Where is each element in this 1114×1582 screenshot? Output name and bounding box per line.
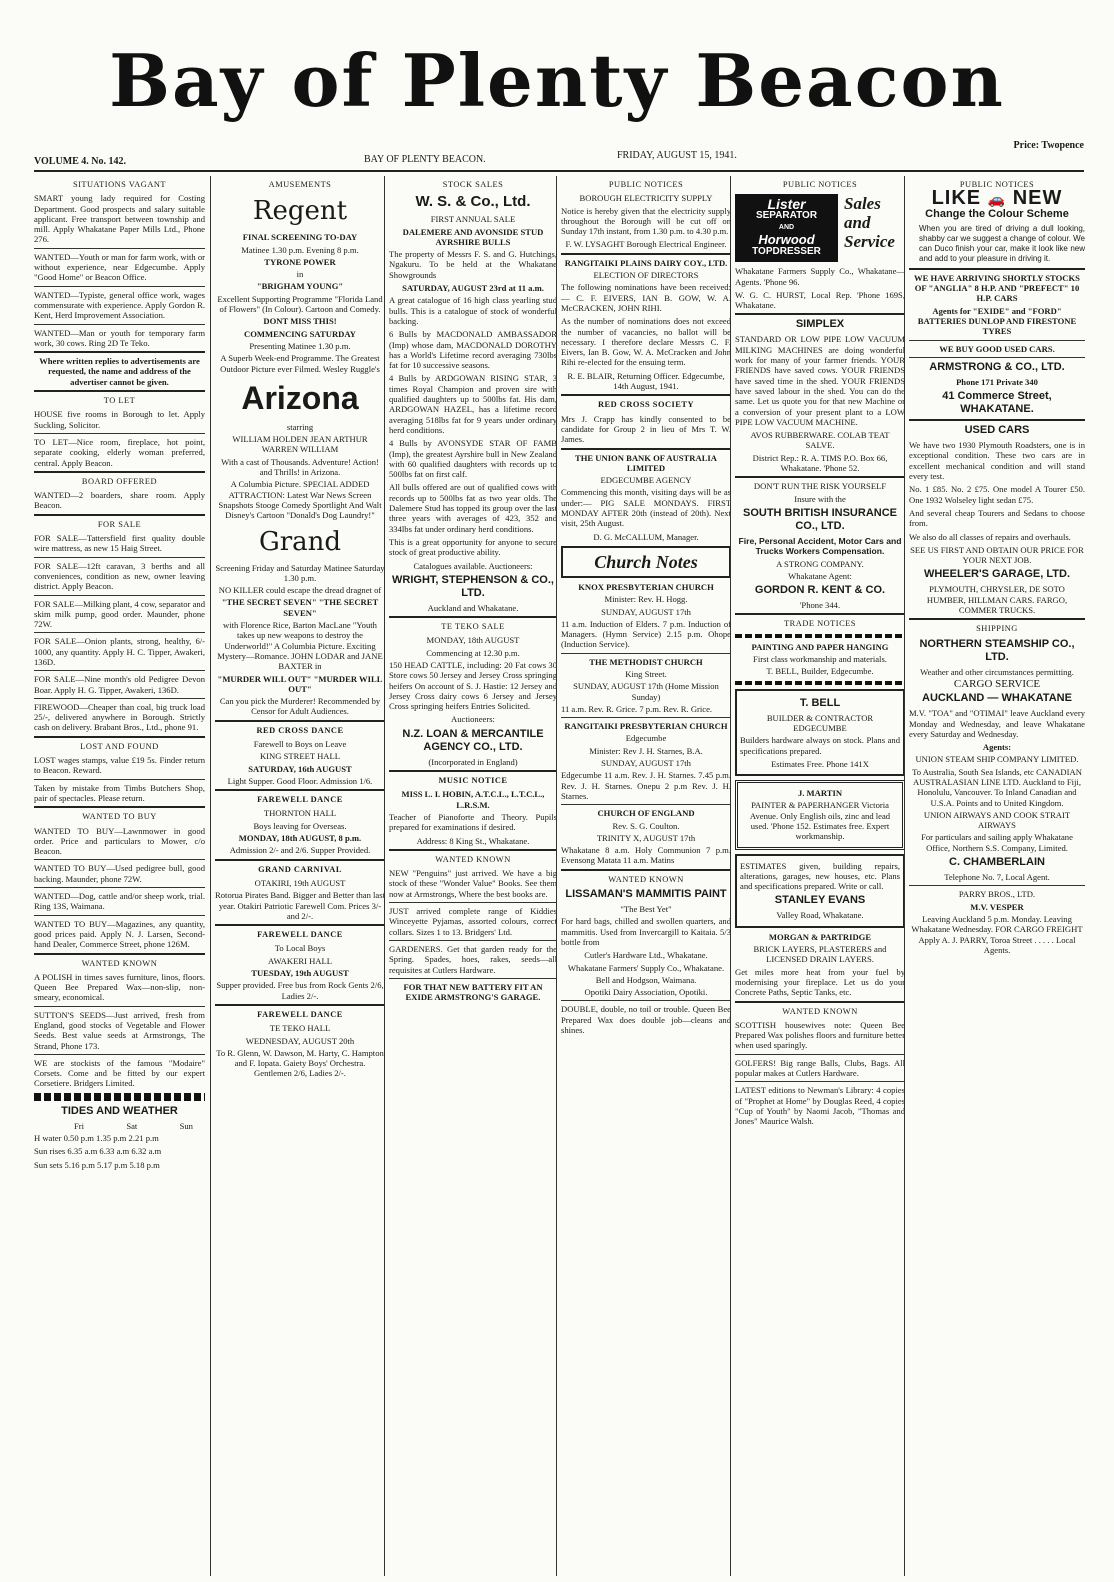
text: Auckland and Whakatane. xyxy=(427,602,519,613)
text: Leaving Auckland 5 p.m. Monday. Leaving Whakatane Wednesday. FOR CARGO FREIGHT Apply A. J. PARRY, Toroa Street . . . . . Local Agents. xyxy=(911,913,1083,955)
text: Presenting Matinee 1.30 p.m. xyxy=(249,340,351,351)
text: PAINTER & PAPERHANGER Victoria Avenue. Only English oils, zinc and lead used. 'Phone 152. Estimates free. Expert workmanship. xyxy=(749,800,891,842)
section-heading: WANTED KNOWN xyxy=(608,874,684,884)
text: D. G. McCALLUM, Manager. xyxy=(593,531,699,542)
text: Boys leaving for Overseas. xyxy=(253,820,347,831)
film-title: "BRIGHAM YOUNG" xyxy=(256,281,344,292)
text: DON'T RUN THE RISK YOURSELF xyxy=(753,481,887,492)
text: As the number of nominations does not exceed the number of vacancies, no ballot will be necessary. I therefore declare Messrs C. F. Eivers, Ian B. Gow, W. A. McCracken and John Rihi re-elected for the ensuing term. xyxy=(561,316,731,368)
classified-ad: WANTED TO BUY—Used pedigree bull, good backing. Maunder, phone 72W. xyxy=(34,863,205,884)
section-heading: WANTED KNOWN xyxy=(435,854,511,864)
text: Light Supper. Good Floor. Admission 1/6. xyxy=(227,775,373,786)
classified-ad: A POLISH in times saves furniture, linos, floors. Queen Bee Prepared Wax—non-slip, non-smeary, economical. xyxy=(34,971,205,1003)
section-heading: PUBLIC NOTICES xyxy=(782,180,858,189)
tide-day: Sat xyxy=(126,1120,138,1131)
section-heading: SITUATIONS VAGANT xyxy=(72,180,167,189)
section-heading: WANTED KNOWN xyxy=(81,958,158,968)
text: And several cheap Tourers and Sedans to choose from. xyxy=(909,507,1085,529)
product-title: SIMPLEX xyxy=(795,318,845,331)
notice-title: THE UNION BANK OF AUSTRALIA LIMITED xyxy=(575,452,717,473)
like-new-banner xyxy=(909,187,1085,210)
company-name: T. BELL xyxy=(799,696,841,709)
text: To Local Boys xyxy=(274,943,326,954)
text: We also do all classes of repairs and overhauls. xyxy=(909,531,1071,542)
section-heading: STOCK SALES xyxy=(442,180,504,189)
company-name: ARMSTRONG & CO., LTD. xyxy=(929,360,1065,373)
section-heading: FOR SALE xyxy=(97,519,142,529)
classified-ad: HOUSE five rooms in Borough to let. Apply Suckling, Solicitor. xyxy=(34,409,205,430)
section-heading: AMUSEMENTS xyxy=(268,180,332,189)
church-name: KNOX PRESBYTERIAN CHURCH xyxy=(578,581,714,592)
text: Admission 2/- and 2/6. Supper Provided. xyxy=(229,845,371,856)
text: PAINTING AND PAPER HANGING xyxy=(751,641,889,652)
text: Minister: Rev. H. Hogg. xyxy=(604,594,688,605)
text: For hard bags, chilled and swollen quarters, and mammitis. Used from Invercargill to Kaitaia. 5/3 bottle from xyxy=(561,916,731,947)
text: Matinee 1.30 p.m. Evening 8 p.m. xyxy=(241,244,359,255)
text: Agents for "EXIDE" and "FORD" BATTERIES DUNLOP AND FIRESTONE TYRES xyxy=(917,305,1077,337)
text: M.V. "TOA" and "OTIMAI" leave Auckland every Monday and Wednesday, and leave Whakatane every Saturday and Wednesday. xyxy=(909,708,1085,739)
text: KING STREET HALL xyxy=(259,751,341,762)
text: Fire, Personal Accident, Motor Cars and Trucks Workers Compensation. xyxy=(738,535,902,557)
text: SATURDAY, AUGUST 23rd at 11 a.m. xyxy=(402,283,544,294)
tide-row: H water 0.50 p.m 1.35 p.m 2.21 p.m xyxy=(34,1133,159,1144)
text: Whakatane Farmers' Supply Co., Whakatane. xyxy=(567,962,725,973)
classified-ad: GOLFERS! Big range Balls, Clubs, Bags. All popular makes at Cutlers Hardware. xyxy=(735,1057,905,1079)
column-6 xyxy=(904,176,1085,1576)
column-4 xyxy=(556,176,731,1576)
text: A Columbia Picture. SPECIAL ADDED ATTRACTION: Latest War News Screen Snapshots Stooge Comedy Sportlight And Walt Disney's Cartoon "Donald's Dog Laundry!" xyxy=(218,479,382,521)
text: All bulls offered are out of qualified cows with records up to 500lbs fat as two year olds. The Dalemere Stud has topped its group over the last three years with averages of 423, 352 and 334lbs fat under ordinary herd conditions. xyxy=(389,482,557,534)
text: Weather and other circumstances permitting. xyxy=(920,666,1074,677)
text: Commencing at 12.30 p.m. xyxy=(426,647,520,658)
text: To R. Glenn, W. Dawson, M. Harty, C. Hampton and F. Iopata. Gaiety Boys' Orchestra. Gentlemen 2/6, Ladies 2/-. xyxy=(216,1047,384,1079)
text: PLYMOUTH, CHRYSLER, DE SOTO HUMBER, HILLMAN CARS. FARGO, COMMER TRUCKS. xyxy=(926,584,1068,616)
text: The following nominations have been received:— C. F. EIVERS, IAN B. GOW, W. A. McCRACKEN, JOHN RIHI. xyxy=(561,282,731,313)
column-2 xyxy=(210,176,385,1576)
text: Auctioneers: xyxy=(451,714,495,725)
text: T. BELL, Builder, Edgecumbe. xyxy=(766,666,874,677)
text: Mrs J. Crapp has kindly consented to be candidate for Group 2 in lieu of Mrs T. W. James. xyxy=(561,413,731,445)
classified-ad: Taken by mistake from Timbs Butchers Shop, pair of spectacles. Please return. xyxy=(34,782,205,803)
section-heading: WANTED KNOWN xyxy=(782,1006,858,1016)
text: Agents: xyxy=(982,742,1012,753)
text: First class workmanship and materials. xyxy=(753,654,887,665)
text: Address: 8 King St., Whakatane. xyxy=(416,835,530,846)
text: OTAKIRI, 19th AUGUST xyxy=(254,877,346,888)
classified-ad: LATEST editions to Newman's Library: 4 copies of "Prophet at Home" by Douglas Reed, 4 copies "Cup of Youth" by Naomi Jacob, "Thomas and Jones" Maurice Walsh. xyxy=(735,1085,905,1127)
text: AWAKERI HALL xyxy=(268,955,332,966)
text: King Street. xyxy=(625,668,667,679)
company-name: J. MARTIN xyxy=(797,788,843,799)
vessel-name: M.V. VESPER xyxy=(970,901,1024,912)
classified-ad: WANTED TO BUY—Magazines, any quantity, good prices paid. Apply N. J. Larsen, Second-hand Dealer, Commerce Street, phone 126M. xyxy=(34,918,205,950)
auctioneer-name: W. S. & Co., Ltd. xyxy=(415,193,531,211)
brand-text: SEPARATOR xyxy=(755,210,818,222)
film-title: "THE SECRET SEVEN" "THE SECRET SEVEN" xyxy=(221,597,379,618)
section-heading: RED CROSS DANCE xyxy=(256,725,344,735)
banner-word: NEW xyxy=(1012,187,1063,210)
text: SEE US FIRST AND OBTAIN OUR PRICE FOR YOUR NEXT JOB. xyxy=(910,544,1084,566)
banner-word: LIKE xyxy=(931,187,982,210)
section-heading: PUBLIC NOTICES xyxy=(608,180,684,189)
section-heading: MUSIC NOTICE xyxy=(438,776,508,786)
dotted-divider xyxy=(735,634,905,638)
text: Builders hardware always on stock. Plans and specifications prepared. xyxy=(740,735,900,756)
classified-ad: FOR SALE—Onion plants, strong, healthy, 6/- 1000, any quantity. Apply H. C. Tipper, Awakeri, 136D. xyxy=(34,636,205,667)
text: Phone 171 Private 340 xyxy=(956,376,1038,387)
notice: Where written replies to advertisements are requested, the name and address of the advertiser cannot be given. xyxy=(39,356,200,387)
text: TRINITY X, AUGUST 17th xyxy=(596,832,696,843)
text: 11 a.m. Rev. R. Grice. 7 p.m. Rev. R. Grice. xyxy=(561,703,713,714)
text: MISS L. I. HOBIN, A.T.C.L., L.T.C.L., L.R.S.M. xyxy=(401,789,545,810)
text: DALEMERE AND AVONSIDE STUD AYRSHIRE BULLS xyxy=(402,226,544,247)
classified-ad: WANTED—2 boarders, share room. Apply Beacon. xyxy=(34,490,205,511)
advert-title: USED CARS xyxy=(964,424,1030,437)
text: 'Phone 344. xyxy=(799,600,841,611)
car-icon: 🚗 xyxy=(987,191,1007,208)
section-heading: FAREWELL DANCE xyxy=(257,795,343,805)
masthead xyxy=(0,22,1114,140)
text: WILLIAM HOLDEN JEAN ARTHUR WARREN WILLIAM xyxy=(232,434,368,455)
text: Whakatane Farmers Supply Co., Whakatane— Agents. 'Phone 96. xyxy=(735,266,905,287)
text: DONT MISS THIS! xyxy=(263,316,337,327)
text: THORNTON HALL xyxy=(263,808,337,819)
address: 41 Commerce Street, WHAKATANE. xyxy=(942,390,1052,416)
notice-title: RANGITAIKI PLAINS DAIRY COY., LTD. xyxy=(564,257,728,268)
text: Commencing this month, visiting days will be as under:— PIG SALE MONDAYS. FIRST MONDAY AFTER 20th (instead of 20th). Next visit, 25th August. xyxy=(561,487,731,529)
column-5 xyxy=(730,176,905,1576)
text: Teacher of Pianoforte and Theory. Pupils prepared for examinations if desired. xyxy=(389,811,557,833)
grand-logo: Grand xyxy=(258,526,342,557)
text: This is a great opportunity for anyone to secure stock of great productive ability. xyxy=(389,536,557,558)
text: For particulars and sailing apply Whakatane Office, Northern S.S. Company, Limited. xyxy=(921,832,1073,853)
notice-title: BOROUGH ELECTRICITY SUPPLY xyxy=(579,193,713,204)
text: F. W. LYSAGHT Borough Electrical Engineer. xyxy=(565,239,727,250)
church-notes-banner: Church Notes xyxy=(561,546,731,578)
evans-advert xyxy=(735,854,905,928)
martin-advert xyxy=(735,780,905,849)
issue-date: FRIDAY, AUGUST 15, 1941. xyxy=(617,150,737,161)
text: Cutler's Hardware Ltd., Whakatane. xyxy=(584,950,708,961)
classified-ad: DOUBLE, double, no toil or trouble. Queen Bee Prepared Wax does double job—cleans and shines. xyxy=(561,1004,731,1035)
company-name: SOUTH BRITISH INSURANCE CO., LTD. xyxy=(742,506,897,532)
section-heading: GRAND CARNIVAL xyxy=(258,864,342,874)
tides-heading: TIDES AND WEATHER xyxy=(61,1104,178,1117)
text: No. 1 £85. No. 2 £75. One model A Tourer £50. One 1932 Wolseley light sedan £75. xyxy=(909,484,1085,505)
tide-day: Fri xyxy=(74,1120,85,1131)
regent-logo: Regent xyxy=(252,196,348,227)
agent-name: C. CHAMBERLAIN xyxy=(949,856,1045,869)
classified-ad: WANTED—Typiste, general office work, wages commensurate with experience. Apply Gordon R. Kent, Herd Improvement Association. xyxy=(34,289,205,321)
text: TE TEKO HALL xyxy=(269,1023,331,1034)
section-heading: TO LET xyxy=(103,396,136,406)
church-name: THE METHODIST CHURCH xyxy=(589,656,703,667)
text: ELECTION OF DIRECTORS xyxy=(593,270,699,281)
text: TYRONE POWER xyxy=(264,256,336,267)
text: 6 Bulls by MACDONALD AMBASSADOR (Imp) whose dam, MACDONALD DOROTHY has a World's Lifetime record averaging 730lbs fat for 10 successive seasons. xyxy=(389,329,557,371)
text: Screening Friday and Saturday Matinee Saturday 1.30 p.m. xyxy=(215,562,385,583)
section-heading: FAREWELL DANCE xyxy=(257,1009,343,1019)
text: With a cast of Thousands. Adventure! Action! and Thrills! in Arizona. xyxy=(221,456,379,478)
company-name: NORTHERN STEAMSHIP CO., LTD. xyxy=(919,637,1075,663)
text: UNION STEAM SHIP COMPANY LIMITED. xyxy=(915,754,1079,765)
text: COMMENCING SATURDAY xyxy=(244,328,356,339)
classified-ad: FOR SALE—Tattersfield first quality double wire mattress, as new 15 Haig Street. xyxy=(34,533,205,554)
classified-ad: JUST arrived complete range of Kiddies Winceyette Pyjamas, assorted colours, correct collars. Sizes 1 to 13. Bridgers' Ltd. xyxy=(389,906,557,937)
text: FINAL SCREENING TO-DAY xyxy=(242,232,358,243)
classified-ad: WE are stockists of the famous "Modaire" Corsets. Come and be fitted by our expert Corsetiere. Bridgers Limited. xyxy=(34,1057,205,1089)
text: WE BUY GOOD USED CARS. xyxy=(939,343,1055,354)
text: SUNDAY, AUGUST 17th (Home Mission Sunday) xyxy=(573,681,719,702)
text: Insure with the xyxy=(794,493,846,504)
text: CARGO SERVICE xyxy=(953,677,1041,690)
text: UNION AIRWAYS AND COOK STRAIT AIRWAYS xyxy=(923,809,1071,831)
text: with Florence Rice, Barton MacLane "Youth takes up new weapons to destroy the Underworld!" A Columbia Picture. Exciting Mystery—Romance. JOHN LODAR and JANE BAXTER in xyxy=(217,620,383,672)
auctioneer-name: WRIGHT, STEPHENSON & CO., LTD. xyxy=(392,573,554,599)
dateline xyxy=(34,140,1084,172)
lister-logo xyxy=(735,194,838,262)
text: Whakatane 8 a.m. Holy Communion 7 p.m. Evensong Matata 11 a.m. Matins xyxy=(561,845,731,866)
text: TUESDAY, 19th AUGUST xyxy=(251,968,349,979)
text: MONDAY, 18th AUGUST, 8 p.m. xyxy=(238,833,362,844)
column-3 xyxy=(384,176,557,1576)
classified-ad: SCOTTISH housewives note: Queen Bee Prepared Wax polishes floors and furniture better when used sparingly. xyxy=(735,1019,905,1051)
classified-ad: FOR SALE—12ft caravan, 3 berths and all conveniences, condition as new, owner leaving district. Apply Beacon. xyxy=(34,560,205,592)
section-heading: TE TEKO SALE xyxy=(441,622,505,632)
text: A great catalogue of 16 high class yearling stud bulls. This is a catalogue of stock of wonderful backing. xyxy=(389,295,557,326)
text: Estimates Free. Phone 141X xyxy=(771,758,869,769)
classified-ad: FOR SALE—Nine month's old Pedigree Devon Boar. Apply H. G. Tipper, Awakeri, 136D. xyxy=(34,674,205,695)
classified-ad: FOR SALE—Milking plant, 4 cow, separator and skim milk pump, good order. Maunder, phone 72W. xyxy=(34,598,205,630)
tides-header-row xyxy=(34,1121,205,1131)
tide-row: Sun sets 5.16 p.m 5.17 p.m 5.18 p.m xyxy=(34,1159,160,1170)
brand-text: Horwood xyxy=(758,232,815,248)
text: WEDNESDAY, AUGUST 20th xyxy=(245,1035,355,1046)
text: SATURDAY, 16th AUGUST xyxy=(248,763,352,774)
text: Telephone No. 7, Local Agent. xyxy=(944,872,1050,883)
text: MONDAY, 18th AUGUST xyxy=(426,635,520,646)
route: AUCKLAND — WHAKATANE xyxy=(922,692,1072,705)
text: BUILDER & CONTRACTOR EDGECUMBE xyxy=(766,712,874,733)
section-heading: TRADE NOTICES xyxy=(784,619,856,629)
text: Notice is hereby given that the electricity supply throughout the Borough will be cut off on Sunday 17th instant, from 1.30 p.m. to 4.30 p.m. xyxy=(561,205,731,237)
text: Edgecumbe 11 a.m. Rev. J. H. Starnes. 7.45 p.m. Rev. J. H. Starnes. Onepu 2 p.m Rev. J. H. Starnes. xyxy=(561,770,731,801)
text: A STRONG COMPANY. xyxy=(776,558,864,569)
text: SUNDAY, AUGUST 17th xyxy=(601,606,691,617)
text: 4 Bulls by ARDGOWAN RISING STAR, 3 times Royal Champion and proven sire with qualified daughters up to 500lbs fat. His dam, ARDGOWAN HAZEL, has a lifetime record averaging 518lbs fat for 9 years under ordinary herd conditions. xyxy=(389,373,557,435)
text: When you are tired of driving a dull looking, shabby car we suggest a change of colour. We can Duco finish your car, make it look like new and add to your pleasure in driving it. xyxy=(919,223,1085,264)
text: WE HAVE ARRIVING SHORTLY STOCKS OF "ANGLIA" 8 H.P. AND "PREFECT" 10 H.P. CARS xyxy=(914,272,1080,304)
film-title: "MURDER WILL OUT" "MURDER WILL OUT" xyxy=(217,673,383,694)
text: starring xyxy=(286,421,314,432)
text: Catalogues available. Auctioneers: xyxy=(413,560,533,571)
text: To Australia, South Sea Islands, etc CANADIAN AUSTRALASIAN LINE LTD. Auckland to Fiji, Honolulu, Vancouver. To Inland Canadian and U.S.A. Points and to United Kingdom. xyxy=(912,766,1082,808)
classified-ad: NEW "Penguins" just arrived. We have a big stock of these "Wonder Value" Books. See them now at Armstrongs, Where the best books are. xyxy=(389,868,557,899)
text: Rotorua Pirates Band. Bigger and Better than last year. Otakiri Patriotic Farewell Com. Prices 3/- and 2/-. xyxy=(215,890,385,921)
lister-advert xyxy=(735,194,905,262)
text: Bell and Hodgson, Waimana. xyxy=(595,974,697,985)
text: Supper provided. Free bus from Rock Gents 2/6, Ladies 2/-. xyxy=(216,980,384,1001)
classified-ad: LOST wages stamps, value £19 5s. Finder return to Beacon. Reward. xyxy=(34,755,205,776)
text: FIRST ANNUAL SALE xyxy=(430,214,516,225)
brand-text: Lister xyxy=(767,196,806,213)
price: Price: Twopence xyxy=(1013,140,1084,151)
text: "The Best Yet" xyxy=(620,904,672,915)
text: ESTIMATES given, building repairs, alterations, garages, new houses, etc. Plans and specifications prepared. Write or call. xyxy=(740,860,900,892)
classified-ad: FOR THAT NEW BATTERY FIT AN EXIDE ARMSTRONG'S GARAGE. xyxy=(403,981,543,1003)
classified-ad: WANTED—Youth or man for farm work, with or without experience, near Edgecumbe. Apply "Good Home" or Beacon Office. xyxy=(34,251,205,283)
arizona-title: Arizona xyxy=(241,379,359,416)
text: Edgecumbe xyxy=(625,733,667,744)
text: (Incorporated in England) xyxy=(428,756,518,767)
text: Get miles more heat from your fuel by modernising your fireplace. Let us do your Concrete Paths, Septic Tanks, etc. xyxy=(735,966,905,998)
brand-text: TOPDRESSER xyxy=(752,246,821,258)
company-name: STANLEY EVANS xyxy=(774,894,866,907)
text: 11 a.m. Induction of Elders. 7 p.m. Induction of Managers. (Hymn Service) 2.15 p.m. Ohope (Induction Service). xyxy=(561,618,731,650)
section-heading: SHIPPING xyxy=(976,624,1018,634)
text: Can you pick the Murderer! Recommended by Censor for Adult Audiences. xyxy=(219,696,381,717)
section-heading: PUBLIC NOTICES xyxy=(959,180,1035,189)
text: The property of Messrs F. S. and G. Hutchings, Ngakuru. To be held at the Whakatane Showgrounds xyxy=(389,249,557,280)
text: Excellent Supporting Programme "Florida Land of Flowers" (In Colour). Cartoon and Comedy. xyxy=(217,293,383,315)
text: BRICK LAYERS, PLASTERERS and LICENSED DRAIN LAYERS. xyxy=(753,944,887,965)
advert-title: Change the Colour Scheme xyxy=(925,207,1069,220)
classified-ad: WANTED—Man or youth for temporary farm work, 30 cows. Ring 2D Te Teko. xyxy=(34,327,205,348)
text: We have two 1930 Plymouth Roadsters, one is in exceptional condition. These two cars are in excellent mechanical condition and will stand every test. xyxy=(909,440,1085,482)
paper-name: BAY OF PLENTY BEACON. xyxy=(364,154,486,165)
text: 4 Bulls by AVONSYDE STAR OF FAMB (Imp), the greatest Ayrshire bull in New Zealand with 60 qualified daughters with records up to 500lbs fat on first calf. xyxy=(389,438,557,480)
masthead-title: Bay of Plenty Beacon xyxy=(109,38,1005,123)
classified-ad: WANTED TO BUY—Lawnmower in good order. Price and particulars to Mower, c/o Beacon. xyxy=(34,825,205,857)
bell-advert xyxy=(735,689,905,776)
section-heading: FAREWELL DANCE xyxy=(257,930,343,940)
wavy-divider xyxy=(34,1093,205,1101)
tide-row: Sun rises 6.35 a.m 6.33 a.m 6.32 a.m xyxy=(34,1146,162,1157)
section-heading: WANTED TO BUY xyxy=(82,812,157,822)
text: R. E. BLAIR, Returning Officer. Edgecumbe, 14th August, 1941. xyxy=(567,370,725,392)
dotted-divider xyxy=(735,681,905,685)
church-name: RANGITAIKI PRESBYTERIAN CHURCH xyxy=(564,721,728,732)
sales-service-text: Sales and Service xyxy=(844,194,895,252)
agent-name: GORDON R. KENT & CO. xyxy=(754,584,886,597)
text: in xyxy=(296,269,304,280)
text: EDGECUMBE AGENCY xyxy=(600,475,692,486)
text: AVOS RUBBERWARE. COLAB TEAT SALVE. xyxy=(750,430,890,451)
classified-ad: TO LET—Nice room, fireplace, hot point, separate cooking, elderly woman preferred, central. Apply Beacon. xyxy=(34,436,205,468)
column-1 xyxy=(34,176,205,1576)
company-name: PARRY BROS., LTD. xyxy=(958,889,1036,900)
volume-number: VOLUME 4. No. 142. xyxy=(34,156,127,167)
text: Minister: Rev J. H. Starnes, B.A. xyxy=(589,745,703,756)
company-name: MORGAN & PARTRIDGE xyxy=(768,931,872,942)
text: Farewell to Boys on Leave xyxy=(253,738,347,749)
section-heading: BOARD OFFERED xyxy=(81,476,158,486)
auctioneer-name: N.Z. LOAN & MERCANTILE AGENCY CO., LTD. xyxy=(402,727,544,753)
text: A Superb Week-end Programme. The Greatest Outdoor Picture ever Filmed. Wesley Ruggle's xyxy=(220,353,380,374)
classified-ad: SUTTON'S SEEDS—Just arrived, fresh from England, good stocks of Vegetable and Flower Seeds. Best value seeds at Armstrongs, The Strand, Phone 173. xyxy=(34,1009,205,1051)
brand-text: AND xyxy=(778,224,795,232)
section-heading: RED CROSS SOCIETY xyxy=(598,400,694,410)
church-name: CHURCH OF ENGLAND xyxy=(597,808,695,819)
company-name: WHEELER'S GARAGE, LTD. xyxy=(923,568,1071,581)
product-title: LISSAMAN'S MAMMITIS PAINT xyxy=(565,888,727,901)
text: Valley Road, Whakatane. xyxy=(776,910,864,921)
section-heading: LOST AND FOUND xyxy=(80,741,159,751)
classified-ad: FIREWOOD—Cheaper than coal, big truck load 25/-, delivered anywhere in Borough. Strictly cash on delivery. Brabant Bros., Ltd., phone 91. xyxy=(34,701,205,733)
classified-ad: SMART young lady required for Costing Department. Good prospects and salary suitable applicant. Free transport between township and mill. Apply Whakatane Paper Mills Ltd., Phone 276. xyxy=(34,193,205,245)
text: SUNDAY, AUGUST 17th xyxy=(601,758,691,769)
classified-ad: WANTED—Dog, cattle and/or sheep work, trial. Ring 13S, Waimana. xyxy=(34,891,205,912)
text: STANDARD OR LOW PIPE LOW VACUUM MILKING MACHINES are doing wonderful work for many of your farmer friends. YOUR FRIENDS have saved cows. YOUR FRIENDS have saved time in the shed. YOUR FRIENDS have saved labour in the shed. You can do the same. Let us quote you for that new Machine or a conversion of your present plant to a LOW PIPE LOW VACUUM MACHINE. xyxy=(735,334,905,427)
tide-day: Sun xyxy=(179,1120,193,1131)
text: W. G. C. HURST, Local Rep. 'Phone 169S, Whakatane. xyxy=(735,289,905,311)
classified-ad: GARDENERS. Get that garden ready for the Spring. Spades, hoes, rakes, seeds—all requisites at Cutlers Hardware. xyxy=(389,943,557,975)
text: 150 HEAD CATTLE, including: 20 Fat cows 30 Store cows 50 Jersey and Jersey Cross springing heifers On account of S. J. Hastie: 12 Jersey and Jersey Cross dairy cows 6 Jersey and Jersey Cross springing heifers Entries Solicited. xyxy=(389,659,557,712)
text: Opotiki Dairy Association, Opotiki. xyxy=(584,987,708,998)
text: District Rep.: R. A. TIMS P.O. Box 66, Whakatane. 'Phone 52. xyxy=(752,452,888,474)
text: NO KILLER could escape the dread dragnet of xyxy=(218,585,382,596)
text: Whakatane Agent: xyxy=(788,570,852,581)
text: Rev. S. G. Coulton. xyxy=(612,820,680,831)
